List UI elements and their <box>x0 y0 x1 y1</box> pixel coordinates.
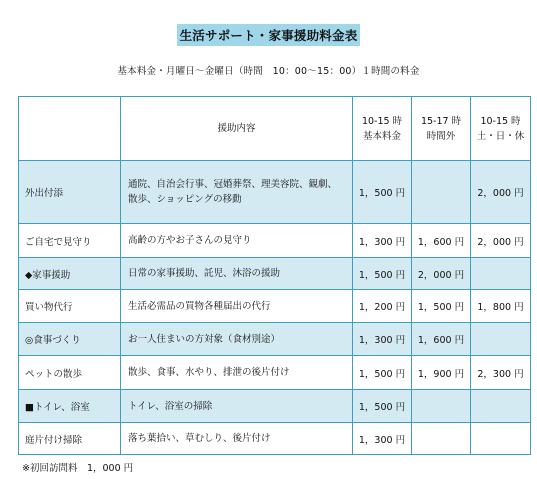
fee-table <box>18 96 531 455</box>
row-holiday-price <box>471 258 531 290</box>
row-content: 高齢の方やお子さんの見守り <box>121 224 353 258</box>
table-row <box>19 323 531 356</box>
table-row <box>19 224 531 258</box>
row-basic-price: 1，300 円 <box>353 323 412 356</box>
row-content: トイレ、浴室の掃除 <box>121 390 353 423</box>
row-overtime-price: 1，600 円 <box>412 323 471 356</box>
title-container <box>0 24 537 46</box>
row-basic-price: 1，500 円 <box>353 356 412 390</box>
header-basic-time: 10-15 時 <box>361 115 403 127</box>
row-overtime-price: 1，600 円 <box>412 224 471 258</box>
row-content: お一人住まいの方対象（食材別途） <box>121 323 353 356</box>
header-holiday-label: 土・日・休 <box>476 130 525 142</box>
row-holiday-price: 2，300 円 <box>471 356 531 390</box>
header-category <box>19 97 121 161</box>
header-basic-label: 基本料金 <box>362 130 401 142</box>
row-content: 日常の家事援助、託児、沐浴の援助 <box>121 258 353 290</box>
row-holiday-price: 2，000 円 <box>471 224 531 258</box>
header-basic <box>353 97 412 161</box>
row-basic-price: 1，300 円 <box>353 423 412 455</box>
row-category: ご自宅で見守り <box>19 224 121 258</box>
row-overtime-price: 1，500 円 <box>412 290 471 323</box>
header-overtime <box>412 97 471 161</box>
row-overtime-price: 1，900 円 <box>412 356 471 390</box>
row-basic-price: 1，500 円 <box>353 161 412 224</box>
header-row <box>19 97 531 161</box>
row-overtime-price: 2，000 円 <box>412 258 471 290</box>
row-overtime-price <box>412 161 471 224</box>
first-visit-fee-note: ※初回訪問料 1，000 円 <box>22 463 134 474</box>
row-category: ■トイレ、浴室 <box>19 390 121 423</box>
row-category: 庭片付け掃除 <box>19 423 121 455</box>
row-holiday-price <box>471 423 531 455</box>
page-subtitle: 基本料金・月曜日～金曜日（時間 10：00～15：00）１時間の料金 <box>117 66 420 77</box>
header-overtime-time: 15-17 時 <box>420 115 462 127</box>
row-content-line: 散歩、ショッピングの移動 <box>128 194 242 205</box>
table-row <box>19 290 531 323</box>
row-category: 外出付添 <box>19 161 121 224</box>
row-basic-price: 1，300 円 <box>353 224 412 258</box>
header-content: 援助内容 <box>121 97 353 161</box>
row-holiday-price: 1，800 円 <box>471 290 531 323</box>
row-content: 落ち葉拾い、草むしり、後片付け <box>121 423 353 455</box>
table-row <box>19 356 531 390</box>
row-basic-price: 1，500 円 <box>353 258 412 290</box>
table-row <box>19 390 531 423</box>
row-category: ◆家事援助 <box>19 258 121 290</box>
row-overtime-price <box>412 423 471 455</box>
row-category: ペットの散歩 <box>19 356 121 390</box>
row-category: 買い物代行 <box>19 290 121 323</box>
row-content: 散歩、食事、水やり、排泄の後片付け <box>121 356 353 390</box>
row-basic-price: 1，200 円 <box>353 290 412 323</box>
row-basic-price: 1，500 円 <box>353 390 412 423</box>
row-content: 生活必需品の買物各種届出の代行 <box>121 290 353 323</box>
table-row <box>19 258 531 290</box>
header-overtime-label: 時間外 <box>426 130 456 142</box>
header-holiday <box>471 97 531 161</box>
row-holiday-price <box>471 323 531 356</box>
table-row <box>19 161 531 224</box>
row-category: ◎食事づくり <box>19 323 121 356</box>
row-content-line: 通院、自治会行事、冠婚葬祭、理美容院、観劇、 <box>128 179 338 190</box>
row-holiday-price: 2，000 円 <box>471 161 531 224</box>
table-row <box>19 423 531 455</box>
row-content <box>121 161 353 224</box>
page-title: 生活サポート・家事援助料金表 <box>177 24 361 46</box>
row-holiday-price <box>471 390 531 423</box>
header-holiday-time: 10-15 時 <box>480 115 521 127</box>
row-overtime-price <box>412 390 471 423</box>
